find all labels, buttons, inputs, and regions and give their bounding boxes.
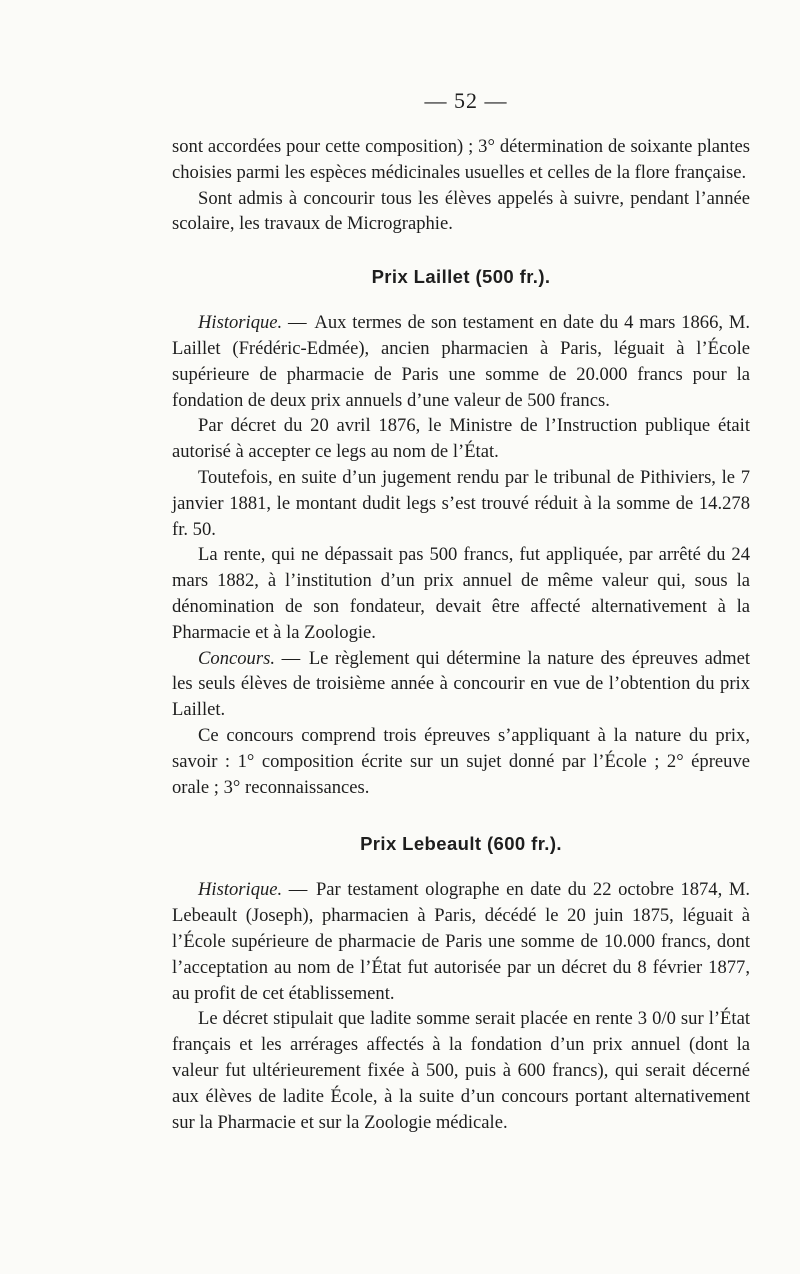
document-page xyxy=(172,88,750,1135)
paragraph-laillet-decret: Par décret du 20 avril 1876, le Ministre de l’Instruction publique était autorisé à accepter ce legs au nom de l’État. xyxy=(172,415,750,463)
paragraph-laillet-concours: Concours. — Le règlement qui détermine la nature des épreuves admet les seuls élèves de troisième année à concourir en vue de l’obtention du prix Laillet. xyxy=(172,647,751,721)
paragraph-lebeault-decret: Le décret stipulait que ladite somme serait placée en rente 3 0/0 sur l’État français et les arrérages affectés à la fondation d’un prix annuel (dont la valeur fut ultérieurement fixée à 500, puis à 600 francs), qui serait décerné aux élèves de ladite École, à la suite d’un concours portant alternativement sur la Pharmacie et sur la Zoologie médicale. xyxy=(172,1008,750,1133)
paragraph-continuation: sont accordées pour cette composition) ; 3° détermination de soixante plantes choisies parmi les espèces médicinales usuelles et celles de la flore française. xyxy=(172,136,750,183)
historique-label: Historique. xyxy=(198,312,283,334)
paragraph-laillet-historique: Historique. — Aux termes de son testament en date du 4 mars 1866, M. Laillet (Frédéric-Edmée), ancien pharmacien à Paris, léguait à l’École supérieure de pharmacie de Paris une somme de 20.000 francs pour la fondation de deux prix annuels d’une valeur de 500 francs. xyxy=(172,312,751,411)
paragraph-admission: Sont admis à concourir tous les élèves appelés à suivre, pendant l’année scolaire, les travaux de Micrographie. xyxy=(172,187,750,235)
paragraph-laillet-epreuves: Ce concours comprend trois épreuves s’appliquant à la nature du prix, savoir : 1° composition écrite sur un sujet donné par l’École ; 2° épreuve orale ; 3° reconnaissances. xyxy=(172,724,750,798)
historique-label: Historique. xyxy=(198,879,283,901)
concours-label: Concours. xyxy=(198,647,275,669)
historique-text: Par testament olographe en date du 22 octobre 1874, M. Lebeault (Joseph), pharmacien à Paris, décédé le 20 juin 1875, léguait à l’École supérieure de pharmacie de Paris une somme de 10.000 francs, dont l’acceptation au nom de l’État fut autorisée par un décret du 8 février 1877, au profit de cet établissement. xyxy=(172,879,750,1004)
paragraph-laillet-rente: La rente, qui ne dépassait pas 500 francs, fut appliquée, par arrêté du 24 mars 1882, à l’institution d’un prix annuel de même valeur qui, sous la dénomination de son fondateur, devait être affecté alternativement à la Pharmacie et à la Zoologie. xyxy=(172,544,750,643)
section-heading-prix-lebeault: Prix Lebeault (600 fr.). xyxy=(360,833,562,855)
paragraph-lebeault-historique: Historique. — Par testament olographe en date du 22 octobre 1874, M. Lebeault (Joseph), pharmacien à Paris, décédé le 20 juin 1875, léguait à l’École supérieure de pharmacie de Paris une somme de 10.000 francs, dont l’acceptation au nom de l’État fut autorisée par un décret du 8 février 1877, au profit de cet établissement. xyxy=(172,879,750,1004)
concours-text: Le règlement qui détermine la nature des épreuves admet les seuls élèves de troisième année à concourir en vue de l’obtention du prix Laillet. xyxy=(172,647,751,721)
paragraph-laillet-jugement: Toutefois, en suite d’un jugement rendu par le tribunal de Pithiviers, le 7 janvier 1881, le montant dudit legs s’est trouvé réduit à la somme de 14.278 fr. 50. xyxy=(172,466,750,540)
page-number: — 52 — xyxy=(424,88,508,113)
section-heading-prix-laillet: Prix Laillet (500 fr.). xyxy=(371,266,551,288)
historique-text: Aux termes de son testament en date du 4 mars 1866, M. Laillet (Frédéric-Edmée), ancien pharmacien à Paris, léguait à l’École supérieure de pharmacie de Paris une somme de 20.000 francs pour la fondation de deux prix annuels d’une valeur de 500 francs. xyxy=(172,312,751,411)
